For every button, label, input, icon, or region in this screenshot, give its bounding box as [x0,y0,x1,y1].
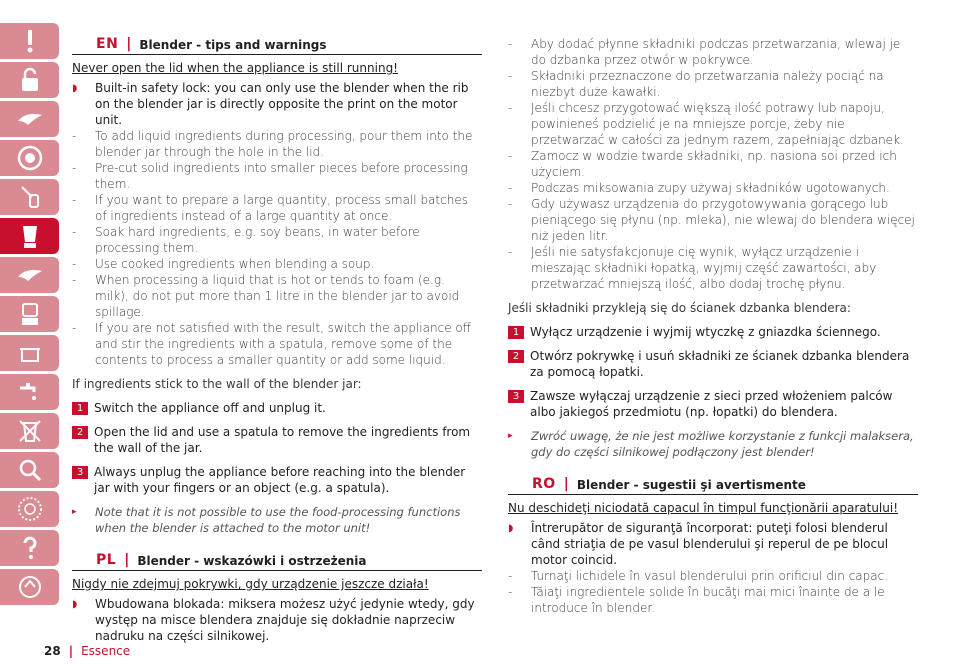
dash-text: If you want to prepare a large quantity, process small batches of ingredients instead of a large quantity at once. [95,193,468,223]
dash-text: Aby dodać płynne składniki podczas przetwarzania, wlewaj je do dzbanka przez otwór w pokrywce. [531,37,901,67]
list-item: - Jeśli chcesz przygotować większą ilość potrawy lub napoju, powinieneś podzielić je na mniejsze porcje, żeby nie przetwarzać w całości za jednym razem, zapełniając dzbanek. [508,100,918,148]
bullet-arrow-icon: ◗ [72,83,78,94]
tab-whisk[interactable] [0,179,59,215]
blender-jar-icon [16,222,44,250]
note-text: Note that it is not possible to use the food-processing functions when the blender is attached to the motor unit! [95,505,461,535]
note-arrow-icon: ▸ [508,431,513,441]
tab-motor[interactable] [0,140,59,176]
right-column [508,36,918,616]
section-title-ro: Blender - sugestii şi avertismente [576,478,806,492]
step-text: Open the lid and use a spatula to remove the ingredients from the wall of the jar. [94,425,471,455]
bullet-en [72,80,482,128]
step-1 [72,400,482,416]
tab-guarantee[interactable] [0,491,59,527]
tab-recycle[interactable] [0,569,59,605]
list-item: - If you want to prepare a large quantity, process small batches of ingredients instead of a large quantity at once. [72,192,482,224]
step-text: Switch the appliance off and unplug it. [94,401,326,415]
dash-text: Zamocz w wodzie twarde składniki, np. nasiona soi przed ich użyciem. [531,149,897,179]
header-separator: | [124,552,130,568]
list-item: - Pre-cut solid ingredients into smaller pieces before processing them. [72,160,482,192]
dash-text: Jeśli nie satysfakcjonuje cię wynik, wyłącz urządzenie i mieszając składniki łopatką, wyjmij część zawartości, aby przetwarzać mniejszą ilość, albo dodaj trochę płynu. [531,245,877,291]
lang-code-ro: RO [532,476,556,492]
warning-pl: Nigdy nie zdejmuj pokrywki, gdy urządzenie jeszcze działa! [72,577,429,591]
step-text: Zawsze wyłączaj urządzenie z sieci przed włożeniem palców albo jakiegoś przedmiotu (np. łopatki) do blendera. [530,389,893,419]
list-item: - Soak hard ingredients, e.g. soy beans, in water before processing them. [72,224,482,256]
section-header-en [72,34,482,55]
dash-text: To add liquid ingredients during processing, pour them into the blender jar through the hole in the lid. [95,129,473,159]
warning-en: Never open the lid when the appliance is still running! [72,61,398,75]
page-number: 28 [44,644,61,658]
list-item: - To add liquid ingredients during processing, pour them into the blender jar through the hole in the lid. [72,128,482,160]
dash-text: Składniki przeznaczone do przetwarzania należy pociąć na niezbyt duże kawałki. [531,69,884,99]
warning-icon [16,27,44,55]
tab-splash-2[interactable] [0,257,59,293]
bullet-pl [72,596,482,644]
question-icon [16,534,44,562]
step-1 [508,324,918,340]
splash-icon [16,105,44,133]
list-item: - Jeśli nie satysfakcjonuje cię wynik, wyłącz urządzenie i mieszając składniki łopatką, wyjmij część zawartości, aby przetwarzać mniejszą ilość, albo dodaj trochę płynu. [508,244,918,292]
dash-text: Turnaţi lichidele în vasul blenderului prin orificiul din capac. [531,569,889,583]
note-pl [508,428,918,460]
bullet-text: Întrerupător de siguranţă încorporat: puteţi folosi blenderul când striaţia de pe vasul blenderului şi reperul de pe blocul motor coincid. [531,521,889,567]
footer-separator: | [68,644,74,658]
step-number: 2 [72,426,88,439]
stick-intro-pl: Jeśli składniki przykleją się do ścianek dzbanka blendera: [508,301,851,315]
tab-tap[interactable] [0,374,59,410]
bullet-arrow-icon: ◗ [508,523,514,534]
step-3 [508,388,918,420]
section-title-pl: Blender - wskazówki i ostrzeżenia [137,554,367,568]
tab-search[interactable] [0,452,59,488]
dash-text: Use cooked ingredients when blending a soup. [95,257,375,271]
step-text: Always unplug the appliance before reaching into the blender jar with your fingers or an object (e.g. a spatula). [94,465,466,495]
lang-code-pl: PL [96,552,117,568]
note-arrow-icon: ▸ [72,507,77,517]
list-item: - Podczas miksowania zupy używaj składników ugotowanych. [508,181,890,195]
lock-icon [16,66,44,94]
list-item: - If you are not satisfied with the result, switch the appliance off and stir the ingredients with a spatula, remove some of the contents to process a smaller quantity or add some liquid. [72,320,482,368]
bullet-ro [508,520,918,568]
list-item: - Zamocz w wodzie twarde składniki, np. nasiona soi przed ich użyciem. [508,148,918,180]
bullet-arrow-icon: ◗ [72,599,78,610]
dash-text: Soak hard ingredients, e.g. soy beans, in water before processing them. [95,225,420,255]
note-en [72,504,482,536]
tab-splash[interactable] [0,101,59,137]
tab-blender-jar[interactable] [0,218,59,254]
food-processor-icon [16,300,44,328]
motor-icon [16,144,44,172]
section-header-ro [508,474,918,495]
storage-icon [16,339,44,367]
step-2 [508,348,918,380]
step-number: 3 [72,466,88,479]
dash-text: When processing a liquid that is hot or tends to foam (e.g. milk), do not put more than 1 litre in the blender jar to avoid spillage. [95,273,460,319]
header-separator: | [126,36,132,52]
note-text: Zwróć uwagę, że nie jest możliwe korzystanie z funkcji malaksera, gdy do części silnikowej podłączony jest blender! [531,429,914,459]
list-item: - Aby dodać płynne składniki podczas przetwarzania, wlewaj je do dzbanka przez otwór w pokrywce. [508,36,918,68]
lang-code-en: EN [96,36,119,52]
bullet-text: Wbudowana blokada: miksera możesz użyć jedynie wtedy, gdy występ na misce blendera znajduje się dokładnie naprzeciw nadruku na części silnikowej. [95,597,475,643]
list-item: - Składniki przeznaczone do przetwarzania należy pociąć na niezbyt duże kawałki. [508,68,918,100]
tab-question[interactable] [0,530,59,566]
tab-food-processor[interactable] [0,296,59,332]
step-number: 1 [508,326,524,339]
tap-icon [16,378,44,406]
recycle-icon [16,573,44,601]
step-number: 2 [508,350,524,363]
step-number: 1 [72,402,88,415]
step-text: Wyłącz urządzenie i wyjmij wtyczkę z gniazdka ściennego. [530,325,881,339]
list-item: - Turnaţi lichidele în vasul blenderului prin orificiul din capac. [508,569,889,583]
dash-text: If you are not satisfied with the result, switch the appliance off and stir the ingredients with a spatula, remove some of the contents to process a smaller quantity or add some liquid. [95,321,472,367]
page-footer [44,644,130,658]
dash-text: Podczas miksowania zupy używaj składników ugotowanych. [531,181,890,195]
list-item: - When processing a liquid that is hot or tends to foam (e.g. milk), do not put more than 1 litre in the blender jar to avoid spillage. [72,272,482,320]
stick-intro-en: If ingredients stick to the wall of the blender jar: [72,377,362,391]
list-item: - Gdy używasz urządzenia do przygotowywania gorącego lub pieniącego się płynu (np. mleka), nie wlewaj do blendera więcej niż jeden litr. [508,196,918,244]
section-title-en: Blender - tips and warnings [139,38,327,52]
left-column [72,34,482,644]
tab-disposal[interactable] [0,413,59,449]
disposal-icon [16,417,44,445]
whisk-icon [16,183,44,211]
tab-warning[interactable] [0,23,59,59]
dash-text: Jeśli chcesz przygotować większą ilość potrawy lub napoju, powinieneś podzielić je na mniejsze porcje, żeby nie przetwarzać w całości za jednym razem, zapełniając dzbanek. [531,101,904,147]
dash-text: Tăiaţi ingredientele solide în bucăţi mai mici înainte de a le introduce în blender. [531,585,885,615]
step-number: 3 [508,390,524,403]
step-3 [72,464,482,496]
list-item: - Tăiaţi ingredientele solide în bucăţi mai mici înainte de a le introduce în blender. [508,584,918,616]
tab-storage[interactable] [0,335,59,371]
warning-ro: Nu deschideţi niciodată capacul în timpul funcţionării aparatului! [508,501,899,515]
bullet-text: Built-in safety lock: you can only use the blender when the rib on the blender jar is directly opposite the print on the motor unit. [95,81,469,127]
search-icon [16,456,44,484]
guarantee-icon [16,495,44,523]
tab-lock[interactable] [0,62,59,98]
section-header-pl [72,550,482,571]
dash-text: Gdy używasz urządzenia do przygotowywania gorącego lub pieniącego się płynu (np. mleka), nie wlewaj do blendera więcej niż jeden litr. [531,197,915,243]
dash-text: Pre-cut solid ingredients into smaller pieces before processing them. [95,161,468,191]
splash-icon [16,261,44,289]
brand-name: Essence [81,644,131,658]
header-separator: | [563,476,569,492]
sidebar-tabs [0,23,60,608]
step-2 [72,424,482,456]
step-text: Otwórz pokrywkę i usuń składniki ze ścianek dzbanka blendera za pomocą łopatki. [530,349,910,379]
list-item: - Use cooked ingredients when blending a soup. [72,257,375,271]
